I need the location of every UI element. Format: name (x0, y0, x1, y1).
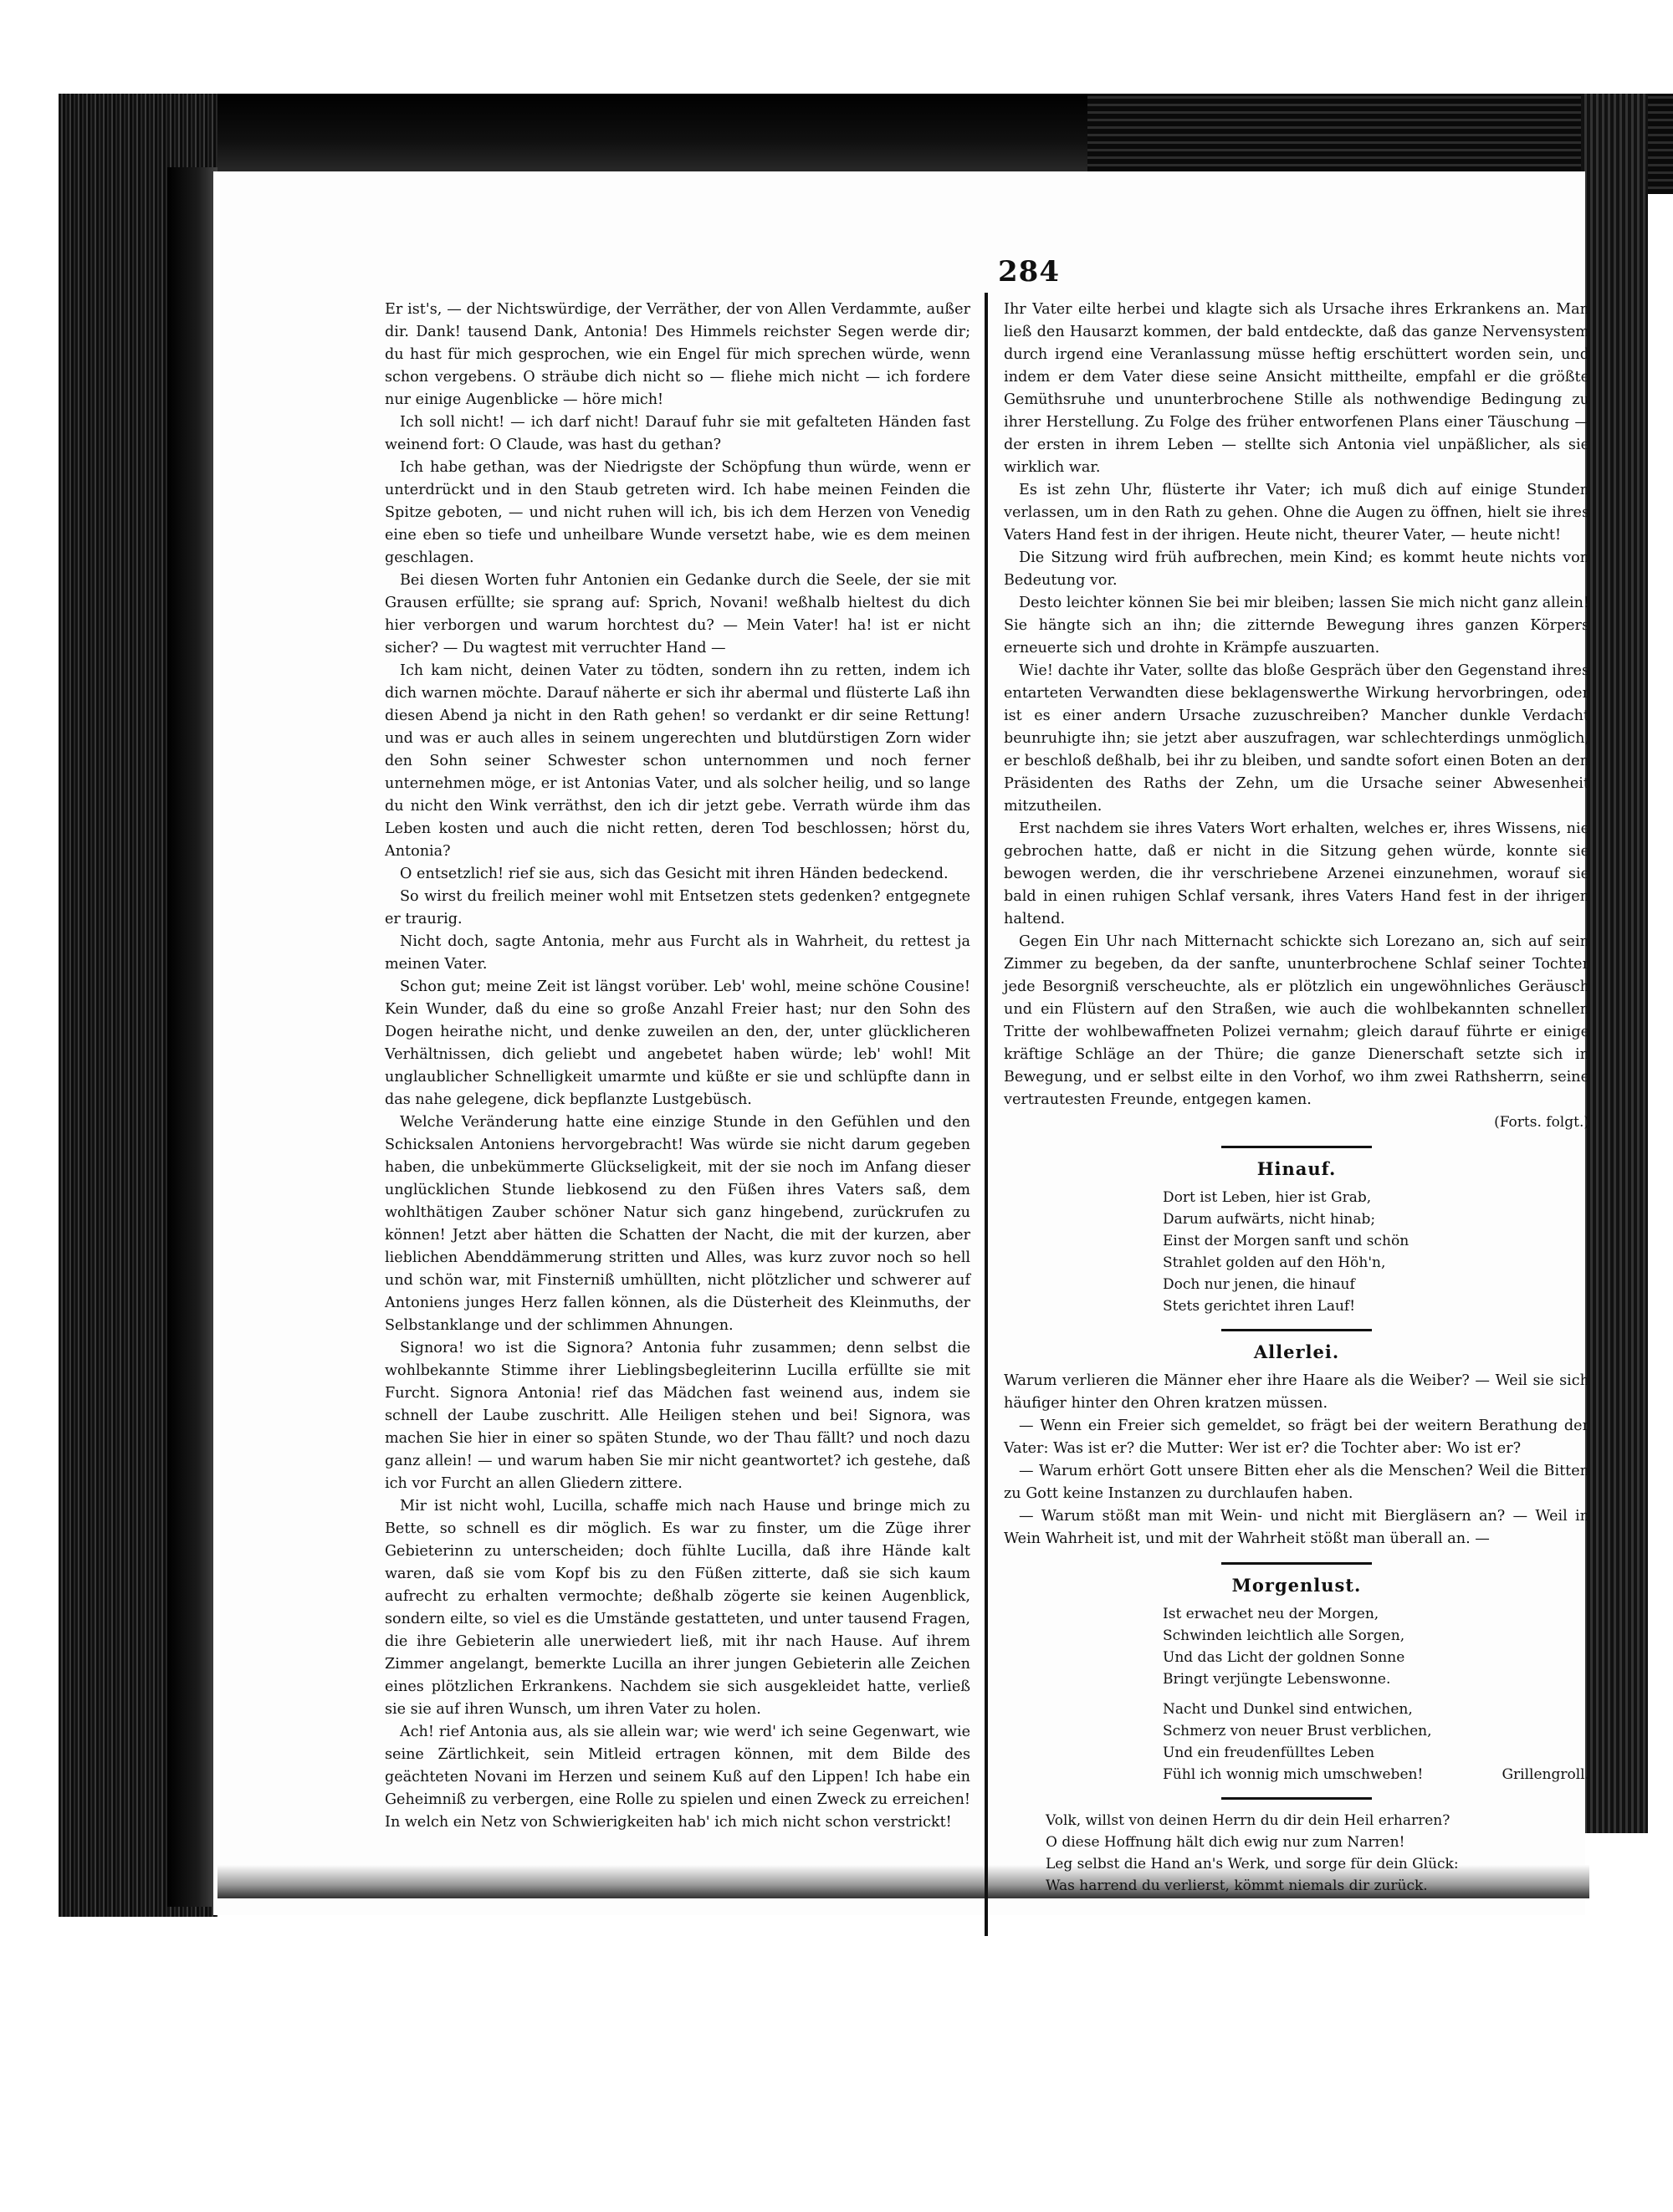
section-rule (1221, 1146, 1372, 1148)
paragraph: Schon gut; meine Zeit ist längst vorüber. Leb' wohl, meine schöne Cousine! Kein Wunder, daß du eine so große Anzahl Freier hast; nur den Sohn des Dogen heirathe nicht, und denke zuweilen an den, der, unter glücklicheren Verhältnissen, dich geliebt und angebetet haben würde; leb' wohl! Mit unglaublicher Schnelligkeit umarmte und küßte er sie und schlüpfte dann in das nahe gelegene, dick bepflanzte Lustgebüsch. (385, 978, 970, 1108)
poem-line: Darum aufwärts, nicht hinab; (1163, 1211, 1376, 1228)
paragraph: Wie! dachte ihr Vater, sollte das bloße Gespräch über den Gegenstand ihres entarteten Verwandten diese beklagenswerthe Wirkung hervorbringen, oder ist es einer andern Ursache zuzuschreiben? Mancher dunkle Verdacht beunruhigte ihn; sie jetzt aber auszufragen, war schlechterdings unmöglich, er beschloß deßhalb, bei ihr zu bleiben, und sandte sofort einen Boten an den Präsidenten des Raths der Zehn, um die Ursache seiner Abwesenheit mitzutheilen. (1004, 662, 1589, 815)
poem-line: Bringt verjüngte Lebenswonne. (1163, 1671, 1391, 1688)
poem-line: Dort ist Leben, hier ist Grab, (1163, 1189, 1372, 1206)
paragraph: Signora! wo ist die Signora? Antonia fuhr zusammen; denn selbst die wohlbekannte Stimme ihrer Lieblingsbegleiterinn Lucilla erfüllte sie mit Furcht. Signora Antonia! rief das Mädchen fast weinend aus, indem sie schnell der Laube zuschritt. Alle Heiligen stehen und bei! Signora, was machen Sie hier in einer so späten Stunde, wo der Thau fällt? und noch dazu ganz allein! — und warum haben Sie mir nicht geantwortet? ich gestehe, daß ich vor Furcht an allen Gliedern zittere. (385, 1340, 970, 1492)
paragraph: Ich soll nicht! — ich darf nicht! Darauf fuhr sie mit gefalteten Händen fast weinend fort: O Claude, was hast du gethan? (385, 414, 970, 453)
paragraph: Die Sitzung wird früh aufbrechen, mein Kind; es kommt heute nichts von Bedeutung vor. (1004, 549, 1589, 589)
poem-title-hinauf: Hinauf. (1256, 1158, 1337, 1179)
paragraph: Er ist's, — der Nichtswürdige, der Verräther, der von Allen Verdammte, außer dir. Dank! tausend Dank, Antonia! Des Himmels reichster Segen werde dir; du hast für mich gesprochen, wie ein Engel für mich sprechen würde, wenn schon vergebens. O sträube dich nicht so — fliehe mich nicht — ich fordere nur einige Augenblicke — höre mich! (385, 301, 970, 408)
poem-line: Schwinden leichtlich alle Sorgen, (1163, 1627, 1405, 1644)
epigram-line: Volk, willst von deinen Herrn du dir dein Heil erharren? (1046, 1812, 1450, 1829)
poem-morgenlust-stanza-1 (1163, 1603, 1589, 1690)
paragraph: Welche Veränderung hatte eine einzige Stunde in den Gefühlen und den Schicksalen Antoniens hervorgebracht! Was würde sie nicht darum gegeben haben, die unbekümmerte Glückseligkeit, mit der sie noch im Anfang dieser unglücklichen Stunde liebkosend zu den Füßen ihres Vaters saß, dem wohlthätigen Zauber schöner Natur sich ganz hingebend, zurückrufen zu können! Jetzt aber hätten die Schatten der Nacht, die mit der kurzen, aber lieblichen Abenddämmerung stritten und Alles, was kurz zuvor noch so hell und schön war, mit Finsterniß umhüllten, nicht plötzlicher und schwerer auf Antoniens junges Herz fallen können, als die Düsterheit des Kleinmuths, der Selbstanklange und der schlimmen Ahnungen. (385, 1114, 970, 1334)
epigram-line: O diese Hoffnung hält dich ewig nur zum Narren! (1046, 1834, 1405, 1851)
paragraph: Ich kam nicht, deinen Vater zu tödten, sondern ihn zu retten, indem ich dich warnen möchte. Darauf näherte er sich ihr abermal und flüsterte Laß ihn diesen Abend ja nicht in den Rath gehen! so verdankt er dir seine Rettung! und was er auch alles in seinem ungerechten und blutdürstigen Zorn wider den Sohn seiner Schwester schon unternommen und noch ferner unternehmen möge, er ist Antonias Vater, und als solcher heilig, und so lange du nicht den Wink verräthst, den ich dir jetzt gebe. Verrath würde ihm das Leben kosten und auch die nicht retten, deren Tod beschlossen; hörst du, Antonia? (385, 662, 970, 860)
book-right-edge (1581, 94, 1648, 1833)
section-rule (1221, 1329, 1372, 1331)
column-divider (985, 293, 988, 1936)
paragraph: O entsetzlich! rief sie aus, sich das Gesicht mit ihren Händen bedeckend. (400, 866, 949, 882)
poem-line: Strahlet golden auf den Höh'n, (1163, 1254, 1386, 1271)
poem-line: Einst der Morgen sanft und schön (1163, 1233, 1410, 1249)
paragraph: Ihr Vater eilte herbei und klagte sich als Ursache ihres Erkrankens an. Man ließ den Hausarzt kommen, der bald entdeckte, daß das ganze Nervensystem durch irgend eine Veranlassung müsse heftig erschüttert worden sein, und indem er dem Vater diese seine Ansicht mittheilte, empfahl er die größte Gemüthsruhe und ununterbrochene Stille als nothwendige Bedingung zu ihrer Herstellung. Zu Folge des früher entworfenen Plans einer Täuschung — der ersten in ihrem Leben — stellte sich Antonia viel unpäßlicher, als sie wirklich war. (1004, 301, 1589, 476)
continuation-note: (Forts. folgt.) (1494, 1114, 1589, 1131)
anecdote: — Warum erhört Gott unsere Bitten eher als die Menschen? Weil die Bitten zu Gott keine Instanzen zu durchlaufen haben. (1004, 1463, 1589, 1502)
continuation-row (1004, 1111, 1589, 1134)
anecdote: — Wenn ein Freier sich gemeldet, so frägt bei der weitern Berathung der Vater: Was ist er? die Mutter: Wer ist er? die Tochter aber: Wo ist er? (1004, 1418, 1589, 1457)
paragraph: Desto leichter können Sie bei mir bleiben; lassen Sie mich nicht ganz allein! Sie hängte sich an ihn; die zitternde Bewegung ihres ganzen Körpers erneuerte sich und drohte in Krämpfe auszuarten. (1004, 595, 1589, 656)
poem-title-morgenlust: Morgenlust. (1231, 1575, 1362, 1596)
poem-hinauf (1163, 1187, 1589, 1317)
stanza-spacer (1004, 1690, 1589, 1699)
book-gutter-shadow (167, 167, 217, 1907)
poem-line: Und ein freudenfülltes Leben (1163, 1745, 1375, 1761)
paragraph: Mir ist nicht wohl, Lucilla, schaffe mich nach Hause und bringe mich zu Bette, so schnell es dir möglich. Es war zu finster, um die Züge ihrer Gebieterinn zu unterscheiden; doch fühlte Lucilla, daß ihre Hände kalt waren, daß sie vom Kopf bis zu den Füßen zitterte, daß sie sich kaum aufrecht zu erhalten vermochte; deßhalb zögerte sie keinen Augenblick, sondern eilte, so viel es die Umstände gestatteten, und unter tausend Fragen, die ihre Gebieterin alle unerwiedert ließ, mit ihr nach Hause. Auf ihrem Zimmer angelangt, bemerkte Lucilla an ihrer jungen Gebieterin alle Zeichen eines plötzlichen Erkrankens. Nachdem sie sich ausgekleidet hatte, verließ sie sie auf ihren Wunsch, um ihren Vater zu holen. (385, 1498, 970, 1718)
epigram (1046, 1810, 1589, 1897)
poem-line: Ist erwachet neu der Morgen, (1163, 1606, 1379, 1622)
page-number: 284 (998, 255, 1060, 289)
paragraph: So wirst du freilich meiner wohl mit Entsetzen stets gedenken? entgegnete er traurig. (385, 888, 970, 927)
paragraph: Ach! rief Antonia aus, als sie allein war; wie werd' ich seine Gegenwart, wie seine Zärtlichkeit, sein Mitleid ertragen können, mit dem Bilde des geächteten Novani im Herzen und seinem Kuß auf den Lippen! Ich habe ein Geheimniß zu verbergen, eine Rolle zu spielen und einen Zweck zu erreichen! In welch ein Netz von Schwierigkeiten hab' ich mich nicht schon verstrickt! (385, 1724, 970, 1831)
section-rule (1221, 1562, 1372, 1565)
poem-author: Grillengroll. (1502, 1766, 1589, 1783)
paragraph: Ich habe gethan, was der Niedrigste der Schöpfung thun würde, wenn er unterdrückt und in den Staub getreten wird. Ich habe meinen Feinden die Spitze geboten, — und nicht ruhen will ich, bis ich dem Herzen von Venedig eine eben so tiefe und unheilbare Wunde versetzt habe, wie es dem meinen geschlagen. (385, 459, 970, 566)
paragraph: Gegen Ein Uhr nach Mitternacht schickte sich Lorezano an, sich auf sein Zimmer zu begeben, da der sanfte, ununterbrochene Schlaf seiner Tochter jede Besorgniß verscheuchte, als er plötzlich ein ungewöhnliches Geräusch und ein Flüstern auf den Straßen, wie auch die wohlbekannten schnellen Tritte der wohlbewaffneten Polizei vernahm; gleich darauf führte er einige kräftige Schläge an der Thüre; die ganze Dienerschaft setzte sich in Bewegung, und er selbst eilte in den Vorhof, wo ihm zwei Rathsherrn, seine vertrautesten Freunde, entgegen kamen. (1004, 933, 1589, 1108)
epigram-line: Leg selbst die Hand an's Werk, und sorge für dein Glück: (1046, 1856, 1459, 1872)
paragraph: Erst nachdem sie ihres Vaters Wort erhalten, welches er, ihres Wissens, nie gebrochen hatte, daß er nicht in die Sitzung gehen würde, konnte sie bewogen werden, die ihr verschriebene Arzenei einzunehmen, worauf sie bald in einen ruhigen Schlaf versank, ihres Vaters Hand fest in der ihrigen haltend. (1004, 820, 1589, 927)
anecdote: Warum verlieren die Männer eher ihre Haare als die Weiber? — Weil sie sich häufiger hinter den Ohren kratzen müssen. (1004, 1372, 1589, 1412)
section-rule (1221, 1797, 1372, 1800)
epigram-line: Was harrend du verlierst, kömmt niemals dir zurück. (1046, 1877, 1428, 1894)
left-column (385, 299, 970, 1834)
right-column (1004, 299, 1589, 1897)
poem-line: Doch nur jenen, die hinauf (1163, 1276, 1355, 1293)
poem-line: Stets gerichtet ihren Lauf! (1163, 1298, 1356, 1315)
section-title-allerlei: Allerlei. (1253, 1341, 1340, 1362)
paragraph: Nicht doch, sagte Antonia, mehr aus Furcht als in Wahrheit, du rettest ja meinen Vater. (385, 933, 970, 973)
poem-line: Und das Licht der goldnen Sonne (1163, 1649, 1405, 1666)
poem-line: Schmerz von neuer Brust verblichen, (1163, 1723, 1432, 1739)
poem-line: Nacht und Dunkel sind entwichen, (1163, 1701, 1413, 1718)
paragraph: Es ist zehn Uhr, flüsterte ihr Vater; ich muß dich auf einige Stunden verlassen, um in den Rath zu gehen. Ohne die Augen zu öffnen, hielt sie ihres Vaters Hand fest in der ihrigen. Heute nicht, theurer Vater, — heute nicht! (1004, 482, 1589, 544)
paragraph: Bei diesen Worten fuhr Antonien ein Gedanke durch die Seele, der sie mit Grausen erfüllte; sie sprang auf: Sprich, Novani! weßhalb hieltest du dich hier verborgen und warum horchtest du? — Mein Vater! ha! ist er nicht sicher? — Du wagtest mit verruchter Hand — (385, 572, 970, 656)
poem-line: Fühl ich wonnig mich umschweben! (1163, 1766, 1424, 1783)
poem-last-line-row (1163, 1764, 1589, 1785)
anecdote: — Warum stößt man mit Wein- und nicht mit Biergläsern an? — Weil in Wein Wahrheit ist, und mit der Wahrheit stößt man überall an. — (1004, 1508, 1589, 1547)
poem-morgenlust-stanza-2 (1163, 1699, 1589, 1764)
